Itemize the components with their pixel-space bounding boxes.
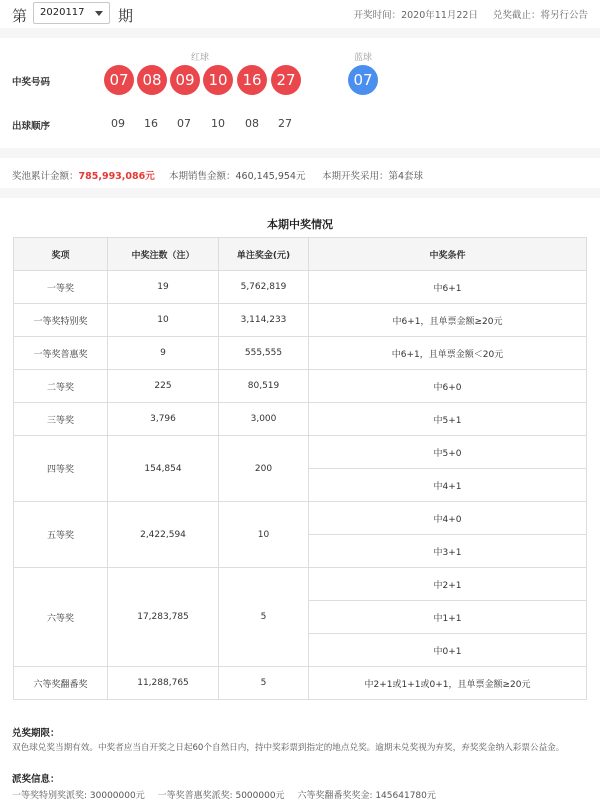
win-condition: 中6+1 [309,271,587,304]
red-ball-header: 红球 [191,53,210,63]
prize-amount: 200 [219,436,309,502]
win-condition: 中4+1 [309,469,587,502]
prize-amount: 80,519 [219,370,309,403]
draw-order-number: 10 [211,117,225,130]
winner-count: 10 [108,304,219,337]
dispatch-title: 派奖信息： [12,774,60,785]
issue-bar [0,0,600,30]
sales-value: 460,145,954元 [235,171,306,182]
winner-count: 225 [108,370,219,403]
blue-ball: 07 [348,65,378,95]
prize-amount: 5 [219,568,309,667]
prize-name: 五等奖 [14,502,108,568]
jackpot-label: 奖池累计金额： [12,171,79,182]
prize-amount: 3,000 [219,403,309,436]
draw-order-label: 出球顺序 [12,121,51,132]
dispatch-item: 一等奖特别奖派奖: 30000000元 [12,791,145,801]
redeem-period-title: 兑奖期限： [12,728,60,739]
blue-ball-header: 蓝球 [354,53,373,63]
table-row [14,370,587,403]
red-ball: 27 [271,65,301,95]
prize-name: 一等奖普惠奖 [14,337,108,370]
table-row [14,436,587,469]
table-header-row [14,238,587,271]
win-condition: 中6+1，且单票金额≥20元 [309,304,587,337]
red-ball: 16 [237,65,267,95]
draw-order-number: 09 [111,117,125,130]
table-row [14,502,587,535]
draw-order-number: 07 [177,117,191,130]
jackpot-value: 785,993,086元 [78,171,155,182]
prize-name: 六等奖翻番奖 [14,667,108,700]
divider [0,148,600,158]
prize-name: 四等奖 [14,436,108,502]
winner-count: 17,283,785 [108,568,219,667]
winner-count: 3,796 [108,403,219,436]
redeem-deadline: 兑奖截止：将另行公告 [492,10,588,21]
sales-label: 本期销售金额： [169,171,236,182]
table-row [14,271,587,304]
winner-count: 19 [108,271,219,304]
winner-count: 154,854 [108,436,219,502]
red-ball: 07 [104,65,134,95]
prize-amount: 10 [219,502,309,568]
draw-order-number: 08 [245,117,259,130]
machine-info [322,168,423,182]
column-header: 中奖注数（注） [108,238,219,271]
dispatch-item: 六等奖翻番奖奖金: 145641780元 [297,791,436,801]
win-condition: 中5+0 [309,436,587,469]
divider [0,188,600,198]
chevron-down-icon [95,11,103,16]
prize-amount: 555,555 [219,337,309,370]
table-row [14,337,587,370]
prize-name: 一等奖特别奖 [14,304,108,337]
sales-info [169,168,305,182]
issue-select[interactable] [33,2,110,24]
win-condition: 中4+0 [309,502,587,535]
prize-name: 一等奖 [14,271,108,304]
prize-amount: 3,114,233 [219,304,309,337]
win-condition: 中2+1 [309,568,587,601]
table-row [14,568,587,601]
prize-table [13,237,587,700]
winning-numbers-label: 中奖号码 [12,77,51,88]
winner-count: 9 [108,337,219,370]
win-condition: 中1+1 [309,601,587,634]
win-condition: 中6+0 [309,370,587,403]
table-row [14,304,587,337]
table-row [14,667,587,700]
draw-order-number: 16 [144,117,158,130]
prize-amount: 5 [219,667,309,700]
issue-select-value: 2020117 [40,7,85,18]
machine-value: 第4套球 [388,171,424,182]
win-condition: 中2+1或1+1或0+1，且单票金额≥20元 [309,667,587,700]
red-ball: 08 [137,65,167,95]
table-row [14,403,587,436]
winner-count: 11,288,765 [108,667,219,700]
issue-suffix: 期 [118,7,134,25]
prize-name: 三等奖 [14,403,108,436]
machine-label: 本期开奖采用： [322,171,389,182]
draw-time: 开奖时间：2020年11月22日 [353,10,478,21]
issue-prefix: 第 [12,7,28,25]
draw-info [354,7,588,21]
winner-count: 2,422,594 [108,502,219,568]
red-ball: 10 [203,65,233,95]
redeem-period-text: 双色球兑奖当期有效。中奖者应当自开奖之日起60个自然日内，持中奖彩票到指定的地点兑奖。逾期未兑奖视为弃奖，弃奖奖金纳入彩票公益金。 [12,743,565,753]
column-header: 中奖条件 [309,238,587,271]
draw-order-number: 27 [278,117,292,130]
prize-name: 二等奖 [14,370,108,403]
jackpot-info [12,168,155,182]
dispatch-info [12,788,436,801]
red-ball: 09 [170,65,200,95]
prize-amount: 5,762,819 [219,271,309,304]
win-condition: 中5+1 [309,403,587,436]
win-condition: 中3+1 [309,535,587,568]
column-header: 单注奖金(元) [219,238,309,271]
win-condition: 中6+1，且单票金额＜20元 [309,337,587,370]
dispatch-item: 一等奖普惠奖派奖: 5000000元 [157,791,285,801]
prize-section-title: 本期中奖情况 [267,218,333,231]
column-header: 奖项 [14,238,108,271]
win-condition: 中0+1 [309,634,587,667]
prize-name: 六等奖 [14,568,108,667]
divider [0,28,600,38]
